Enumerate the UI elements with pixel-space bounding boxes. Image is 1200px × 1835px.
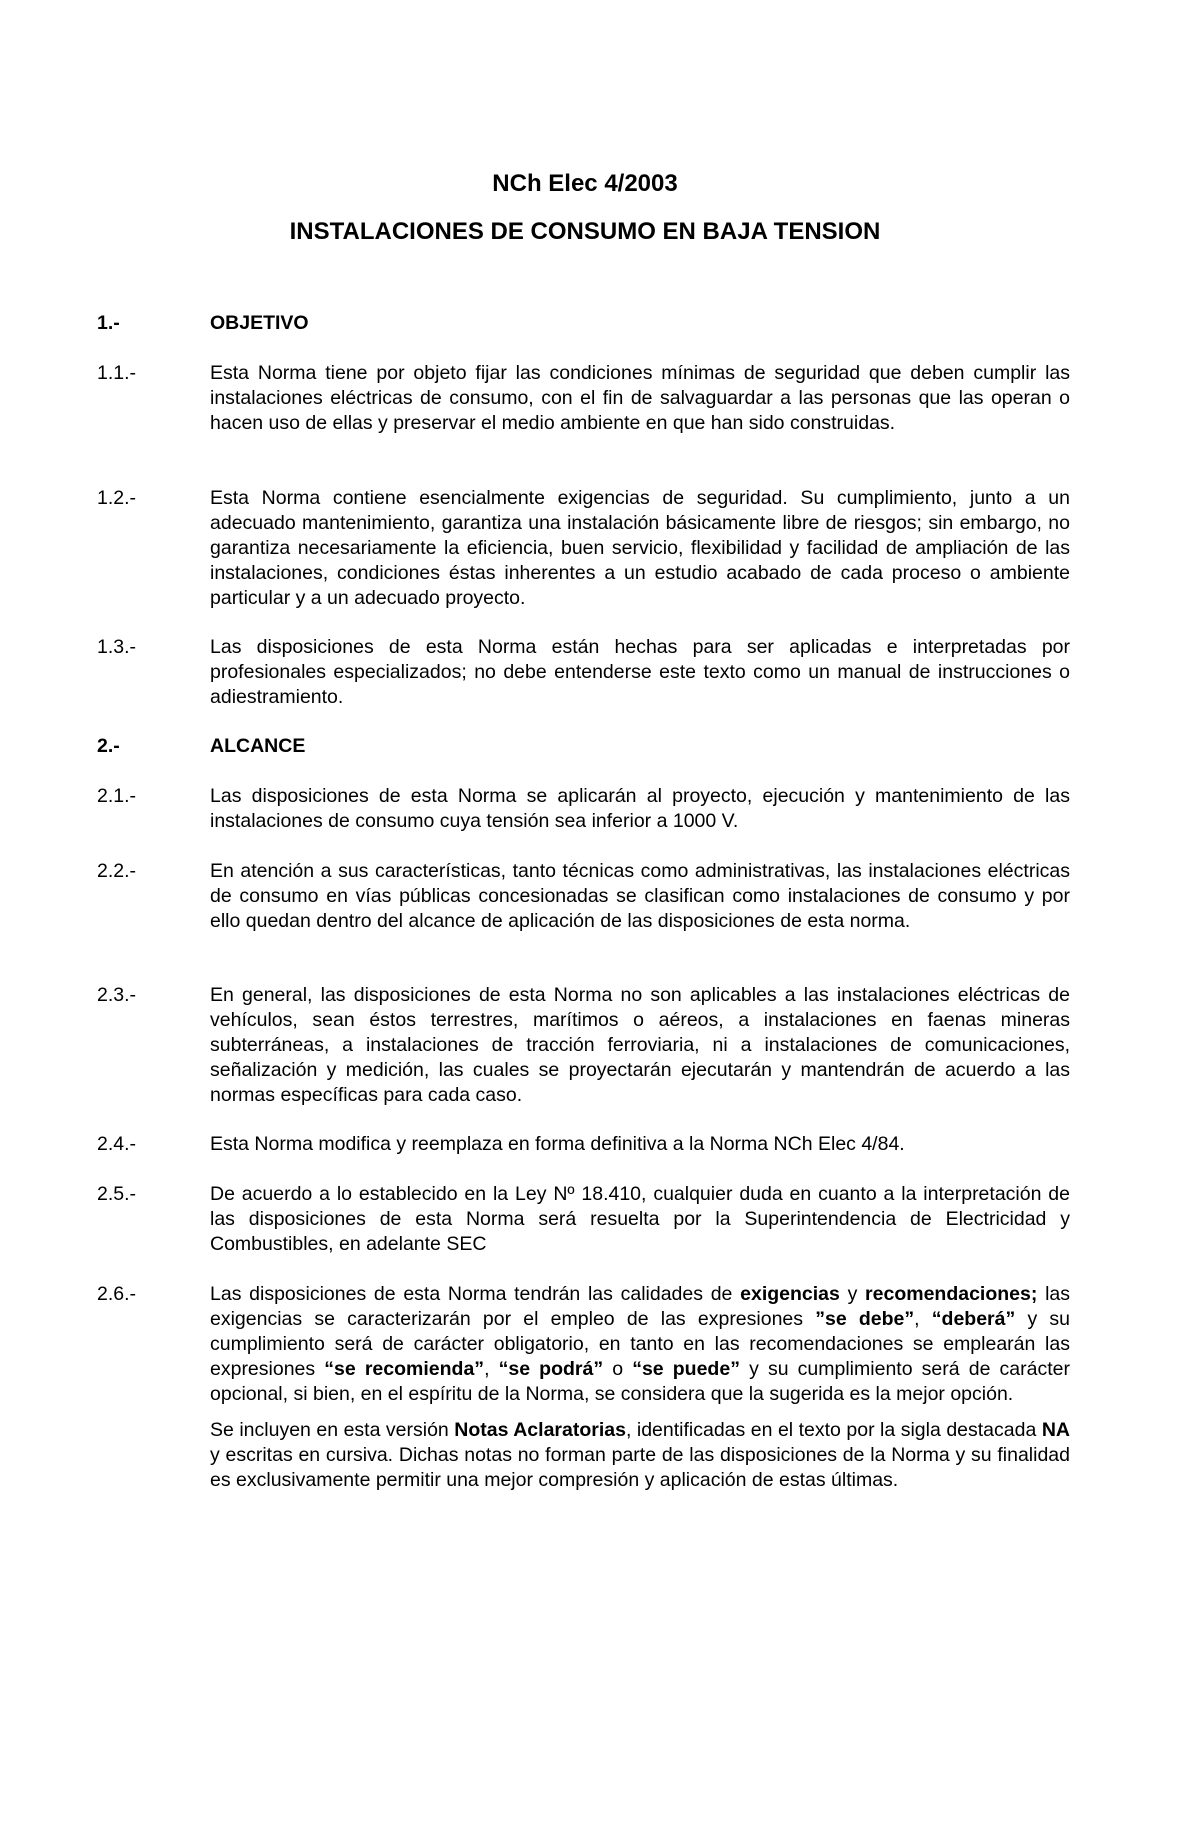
emphasis: “se podrá” <box>498 1358 604 1380</box>
emphasis: recomendaciones; <box>865 1283 1038 1305</box>
clause-text: De acuerdo a lo establecido en la Ley Nº 18.410, cualquier duda en cuanto a la interpretación de las disposiciones de esta Norma será resuelta por la Superintendencia de Electricidad y Combustibles, en adelante SEC <box>210 1183 1070 1255</box>
clause-note-paragraph: Se incluyen en esta versión Notas Aclaratorias, identificadas en el texto por la sigla destacada NA y escritas en cursiva. Dichas notas no forman parte de las disposiciones de la Norma y su finalidad es exclusivamente permitir una mejor compresión y aplicación de estas últimas. <box>210 1419 1070 1491</box>
clause-text: En atención a sus características, tanto técnicas como administrativas, las instalaciones eléctricas de consumo en vías públicas concesionadas se clasifican como instalaciones de consumo y por ello quedan dentro del alcance de aplicación de las disposiciones de esta norma. <box>210 860 1070 932</box>
emphasis: Notas Aclaratorias <box>454 1419 626 1441</box>
document-title: NCh Elec 4/2003 <box>492 170 678 197</box>
clause-text: En general, las disposiciones de esta Norma no son aplicables a las instalaciones eléctricas de vehículos, sean éstos terrestres, marítimos o aéreos, a instalaciones en faenas mineras subterráneas, a instalaciones de tracción ferroviaria, ni a instalaciones de comunicaciones, señalización y medición, las cuales se proyectarán ejecutarán y mantendrán de acuerdo a las normas específicas para cada caso. <box>210 984 1070 1106</box>
document-subtitle: INSTALACIONES DE CONSUMO EN BAJA TENSION <box>289 218 881 245</box>
section-title: ALCANCE <box>210 735 306 757</box>
clause-text: Las disposiciones de esta Norma se aplicarán al proyecto, ejecución y mantenimiento de las instalaciones de consumo cuya tensión sea inferior a 1000 V. <box>210 785 1070 832</box>
clause-number: 1.3.- <box>97 636 137 658</box>
emphasis: “se puede” <box>632 1358 740 1380</box>
clause-number: 2.5.- <box>97 1183 137 1205</box>
clause-text <box>210 1282 1070 1493</box>
emphasis: exigencias <box>740 1283 840 1305</box>
emphasis: NA <box>1041 1419 1070 1441</box>
clause-number: 2.2.- <box>97 860 137 882</box>
clause-number: 1.1.- <box>97 362 137 384</box>
clause-text: Esta Norma tiene por objeto fijar las condiciones mínimas de seguridad que deben cumplir las instalaciones eléctricas de consumo, con el fin de salvaguardar a las personas que las operan o hacen uso de ellas y preservar el medio ambiente en que han sido construidas. <box>210 362 1070 434</box>
clause-paragraph: Las disposiciones de esta Norma tendrán las calidades de exigencias y recomendaciones; las exigencias se caracterizarán por el empleo de las expresiones ”se debe”, “deberá” y su cumplimiento será de carácter obligatorio, en tanto en las recomendaciones se emplearán las expresiones “se recomienda”, “se podrá” o “se puede” y su cumplimiento será de carácter opcional, si bien, en el espíritu de la Norma, se considera que la sugerida es la mejor opción. <box>210 1283 1071 1405</box>
clause-text: Las disposiciones de esta Norma están hechas para ser aplicadas e interpretadas por profesionales especializados; no debe entenderse este texto como un manual de instrucciones o adiestramiento. <box>210 636 1070 708</box>
emphasis: ”se debe” <box>815 1308 915 1330</box>
clause-number: 2.4.- <box>97 1133 137 1155</box>
clause-text: Esta Norma modifica y reemplaza en forma definitiva a la Norma NCh Elec 4/84. <box>210 1133 905 1155</box>
section-number: 2.- <box>97 735 120 757</box>
emphasis: “se recomienda” <box>324 1358 485 1380</box>
section-number: 1.- <box>97 312 120 334</box>
clause-number: 2.3.- <box>97 984 137 1006</box>
section-title: OBJETIVO <box>210 312 309 334</box>
clause-number: 2.6.- <box>97 1283 137 1305</box>
clause-text: Esta Norma contiene esencialmente exigencias de seguridad. Su cumplimiento, junto a un adecuado mantenimiento, garantiza una instalación básicamente libre de riesgos; sin embargo, no garantiza necesariamente la eficiencia, buen servicio, flexibilidad y facilidad de ampliación de las instalaciones, condiciones éstas inherentes a un estudio acabado de cada proceso o ambiente particular y a un adecuado proyecto. <box>210 487 1070 609</box>
emphasis: “deberá” <box>931 1308 1016 1330</box>
clause-number: 1.2.- <box>97 487 137 509</box>
clause-number: 2.1.- <box>97 785 137 807</box>
